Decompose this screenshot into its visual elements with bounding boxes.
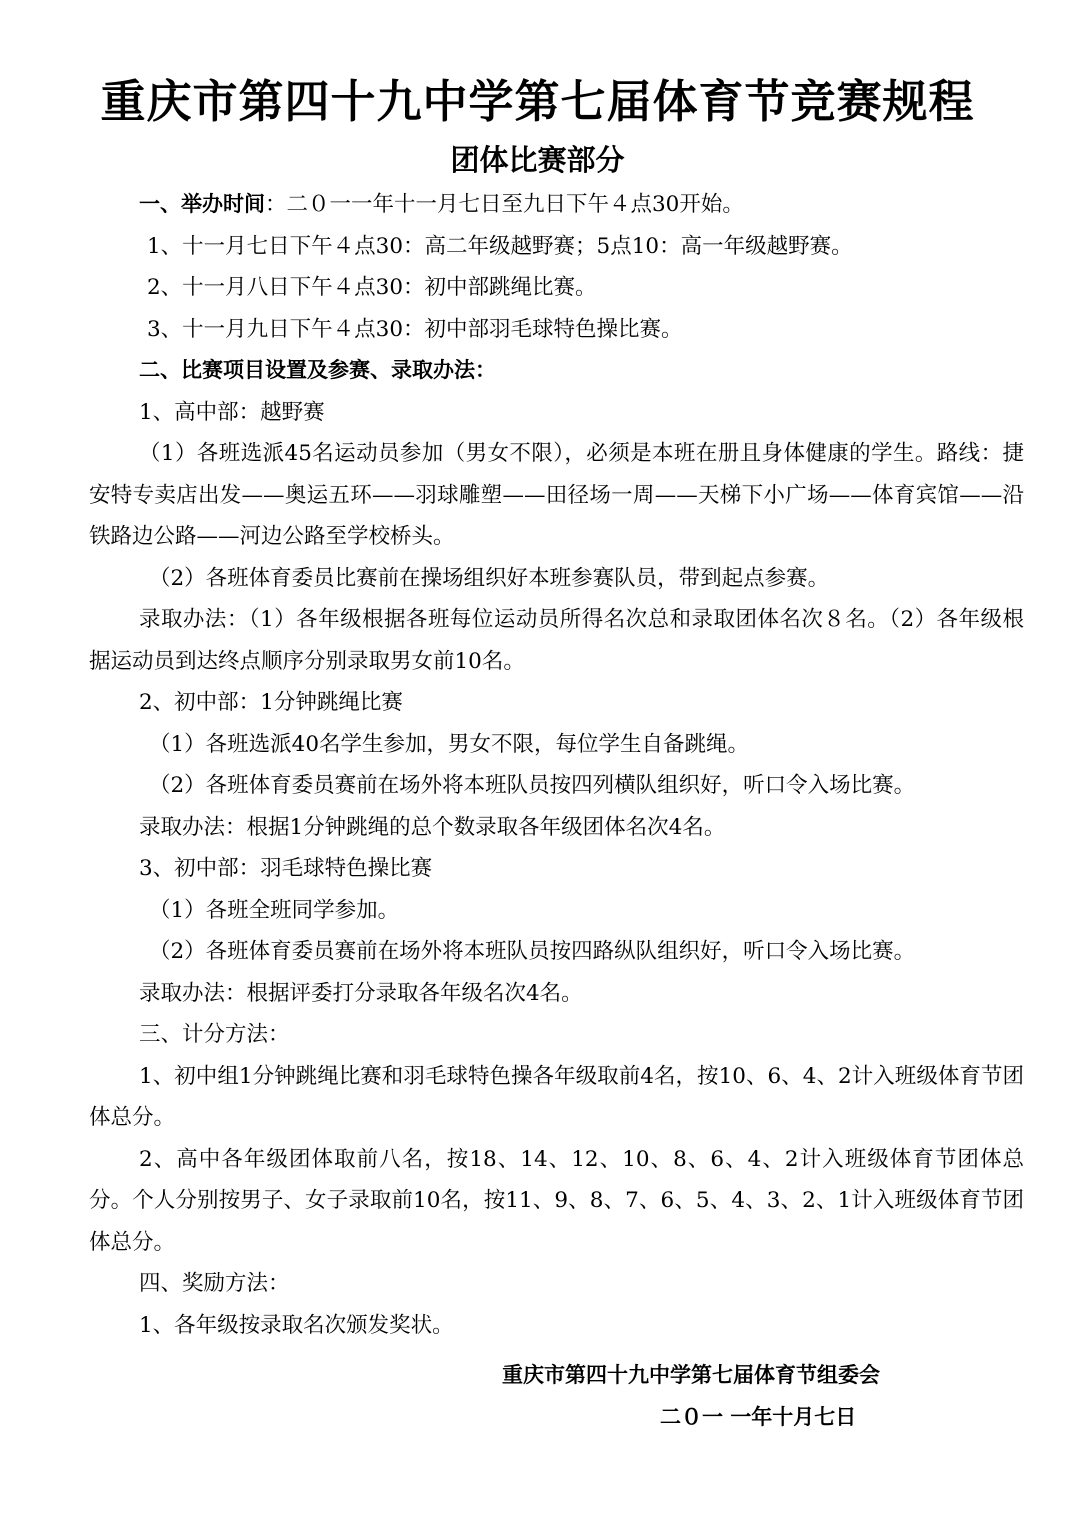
- event-3-rule-1: （1）各班全班同学参加。: [149, 897, 400, 923]
- event-2-title: 2、初中部：1分钟跳绳比赛: [139, 690, 403, 715]
- schedule-item-3: 3、十一月九日下午４点30：初中部羽毛球特色操比赛。: [147, 316, 683, 342]
- schedule-item-2: 2、十一月八日下午４点30：初中部跳绳比赛。: [147, 275, 597, 300]
- event-2-rule-2: （2）各班体育委员赛前在场外将本班队员按四列横队组织好，听口令入场比赛。: [149, 773, 916, 798]
- schedule-item-1: 1、十一月七日下午４点30：高二年级越野赛；5点10：高一年级越野赛。: [147, 233, 853, 259]
- document-body: [89, 184, 1024, 1346]
- event-1-rule-1: （1）各班选派45名运动员参加（男女不限），必须是本班在册且身体健康的学生。路线：捷安特专卖店出发——奥运五环——羽球雕塑——田径场一周——天梯下小广场——体育宾馆——沿铁路边公路——河边公路至学校桥头。: [89, 441, 1024, 549]
- event-3-admission: 录取办法：根据评委打分录取各年级名次4名。: [139, 980, 583, 1006]
- signature-organizer: 重庆市第四十九中学第七届体育节组委会: [502, 1363, 880, 1387]
- section-4-heading: 四、奖励方法：: [139, 1271, 290, 1296]
- event-3-title: 3、初中部：羽毛球特色操比赛: [139, 856, 433, 881]
- event-2-rule-1: （1）各班选派40名学生参加，男女不限，每位学生自备跳绳。: [149, 731, 750, 757]
- section-2-heading: 二、比赛项目设置及参赛、录取办法：: [139, 358, 496, 382]
- document-subtitle: 团体比赛部分: [450, 143, 625, 177]
- event-2-admission: 录取办法：根据1分钟跳绳的总个数录取各年级团体名次4名。: [139, 814, 726, 840]
- section-2-line: [89, 350, 1024, 392]
- section-1-heading: 一、举办时间: [139, 192, 265, 216]
- signature-date: 二０一 一年十月七日: [660, 1405, 857, 1429]
- event-1-title: 1、高中部：越野赛: [139, 399, 325, 425]
- section-3-heading: 三、计分方法：: [139, 1022, 290, 1047]
- event-3-rule-2: （2）各班体育委员赛前在场外将本班队员按四路纵队组织好，听口令入场比赛。: [149, 939, 916, 964]
- section-1-line: [89, 184, 1024, 226]
- scoring-rule-2: 2、高中各年级团体取前八名，按18、14、12、10、8、6、4、2计入班级体育节团体总分。个人分别按男子、女子录取前10名，按11、9、8、7、6、5、4、3、2、1计入班级体育节团体总分。: [89, 1146, 1024, 1255]
- reward-rule-1: 1、各年级按录取名次颁发奖状。: [139, 1312, 454, 1338]
- document-title: 重庆市第四十九中学第七届体育节竞赛规程: [100, 75, 975, 128]
- event-1-rule-2: （2）各班体育委员比赛前在操场组织好本班参赛队员，带到起点参赛。: [149, 565, 830, 591]
- event-1-admission: 录取办法：（1）各年级根据各班每位运动员所得名次总和录取团体名次８名。（2）各年级根据运动员到达终点顺序分别录取男女前10名。: [89, 607, 1024, 674]
- scoring-rule-1: 1、初中组1分钟跳绳比赛和羽毛球特色操各年级取前4名，按10、6、4、2计入班级体育节团体总分。: [89, 1063, 1024, 1130]
- section-1-text: ：二０一一年十一月七日至九日下午４点30开始。: [265, 192, 744, 217]
